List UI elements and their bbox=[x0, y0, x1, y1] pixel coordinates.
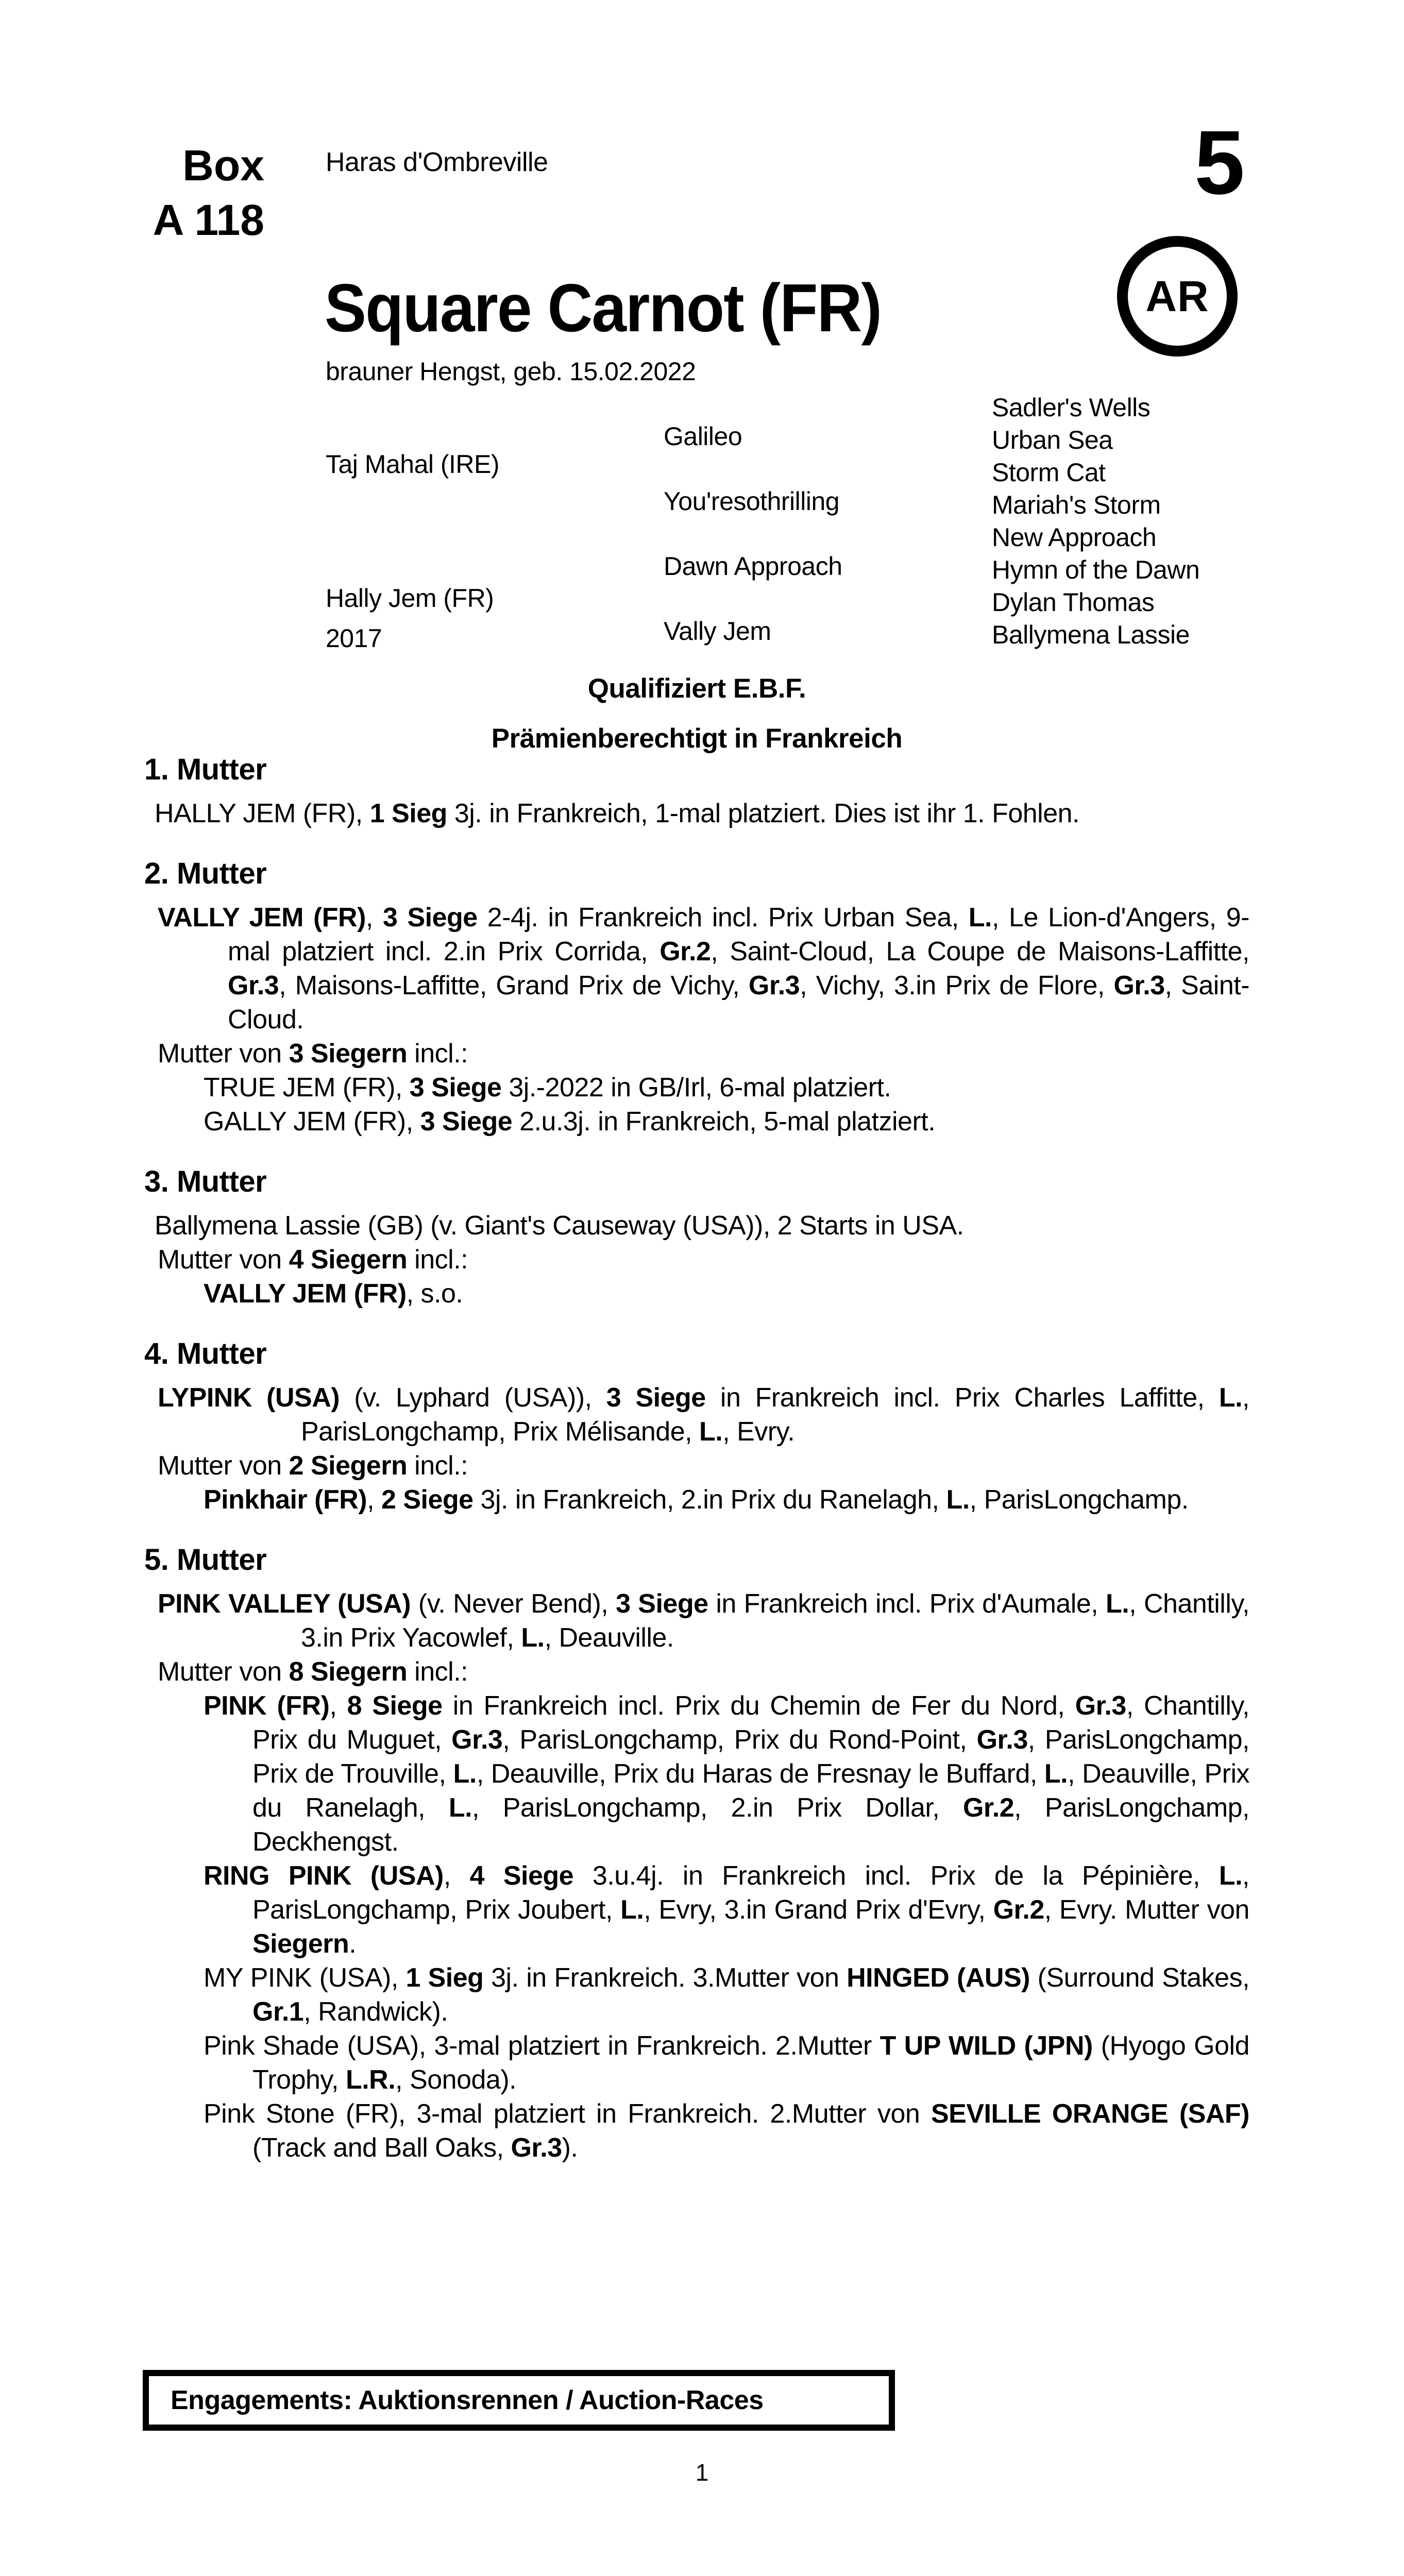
pedigree-paragraph: TRUE JEM (FR), 3 Siege 3j.-2022 in GB/Irl, 6-mal platziert. bbox=[204, 1073, 891, 1103]
section-heading: 2. Mutter bbox=[144, 857, 267, 890]
grandparents-column: Galileo You'resothrilling Dawn Approach Vally Jem bbox=[664, 422, 842, 646]
pedigree-paragraph: Pink Stone (FR), 3-mal platziert in Frankreich. 2.Mutter von SEVILLE ORANGE (SAF) (Track and Ball Oaks, Gr.3). bbox=[204, 2099, 1249, 2163]
mutter-section-2 bbox=[144, 857, 1249, 1139]
pedigree-paragraph: PINK (FR), 8 Siege in Frankreich incl. Prix du Chemin de Fer du Nord, Gr.3, Chantilly, Prix du Muguet, Gr.3, ParisLongchamp, Prix du Rond-Point, Gr.3, ParisLongchamp, Prix de Trouville, L., Deauville, Prix du Haras de Fresnay le Buffard, L., Deauville, Prix du Ranelagh, L., ParisLongchamp, 2.in Prix Dollar, Gr.2, ParisLongchamp, Deckhengst. bbox=[204, 1691, 1250, 1857]
section-heading: 5. Mutter bbox=[144, 1543, 267, 1577]
pedigree-paragraph: PINK VALLEY (USA) (v. Never Bend), 3 Siege in Frankreich incl. Prix d'Aumale, L., Chantilly, 3.in Prix Yacowlef, L., Deauville. bbox=[158, 1589, 1249, 1653]
pedigree-paragraph: GALLY JEM (FR), 3 Siege 2.u.3j. in Frankreich, 5-mal platziert. bbox=[204, 1107, 936, 1137]
pedigree-paragraph: Mutter von 3 Siegern incl.: bbox=[158, 1039, 468, 1069]
catalog-body bbox=[144, 753, 1249, 2165]
great-grandparents-column: Sadler's Wells Urban Sea Storm Cat Mariah's Storm New Approach Hymn of the Dawn Dylan Thomas Ballymena Lassie bbox=[992, 393, 1200, 649]
pedigree-paragraph: Mutter von 4 Siegern incl.: bbox=[158, 1245, 468, 1275]
lot-number: 5 bbox=[1194, 112, 1245, 213]
mutter-section-3 bbox=[144, 1165, 1249, 1311]
dam-name: Hally Jem (FR) 2017 bbox=[326, 584, 494, 653]
horse-birth-details: brauner Hengst, geb. 15.02.2022 bbox=[326, 357, 696, 386]
section-heading: 4. Mutter bbox=[144, 1337, 267, 1370]
pedigree-paragraph: Ballymena Lassie (GB) (v. Giant's Causeway (USA)), 2 Starts in USA. bbox=[155, 1211, 964, 1241]
pedigree-paragraph: RING PINK (USA), 4 Siege 3.u.4j. in Frankreich incl. Prix de la Pépinière, L., ParisLongchamp, Prix Joubert, L., Evry, 3.in Grand Prix d'Evry, Gr.2, Evry. Mutter von Siegern. bbox=[204, 1861, 1249, 1959]
ar-badge: AR bbox=[1117, 236, 1238, 357]
pedigree-paragraph: MY PINK (USA), 1 Sieg 3j. in Frankreich. 3.Mutter von HINGED (AUS) (Surround Stakes, Gr.1, Randwick). bbox=[204, 1963, 1250, 2027]
engagements-box bbox=[143, 2370, 895, 2431]
pedigree-paragraph: Pink Shade (USA), 3-mal platziert in Frankreich. 2.Mutter T UP WILD (JPN) (Hyogo Gold Trophy, L.R., Sonoda). bbox=[204, 2031, 1249, 2095]
pedigree-paragraph: VALLY JEM (FR), 3 Siege 2-4j. in Frankreich incl. Prix Urban Sea, L., Le Lion-d'Angers, 9-mal platziert incl. 2.in Prix Corrida, Gr.2, Saint-Cloud, La Coupe de Maisons-Laffitte, Gr.3, Maisons-Laffitte, Grand Prix de Vichy, Gr.3, Vichy, 3.in Prix de Flore, Gr.3, Saint-Cloud. bbox=[158, 903, 1250, 1035]
horse-name: Square Carnot (FR) bbox=[325, 270, 882, 346]
pedigree-paragraph: Pinkhair (FR), 2 Siege 3j. in Frankreich, 2.in Prix du Ranelagh, L., ParisLongchamp. bbox=[204, 1485, 1189, 1515]
qualification-lines: Qualifiziert E.B.F. Prämienberechtigt in Frankreich bbox=[491, 673, 903, 754]
mutter-section-4 bbox=[144, 1337, 1249, 1517]
consignor-name: Haras d'Ombreville bbox=[326, 147, 548, 177]
pedigree-paragraph: Mutter von 2 Siegern incl.: bbox=[158, 1451, 468, 1481]
engagements-label: Engagements: Auktionsrennen / Auction-Races bbox=[171, 2385, 764, 2415]
section-heading: 3. Mutter bbox=[144, 1165, 267, 1198]
sire-name: Taj Mahal (IRE) bbox=[326, 450, 500, 479]
pedigree-paragraph: LYPINK (USA) (v. Lyphard (USA)), 3 Siege in Frankreich incl. Prix Charles Laffitte, L., ParisLongchamp, Prix Mélisande, L., Evry. bbox=[158, 1383, 1249, 1447]
page-number: 1 bbox=[695, 2459, 709, 2486]
pedigree-paragraph: HALLY JEM (FR), 1 Sieg 3j. in Frankreich, 1-mal platziert. Dies ist ihr 1. Fohlen. bbox=[155, 799, 1080, 828]
mutter-section-1 bbox=[144, 753, 1249, 831]
box-label: Box A 118 bbox=[153, 141, 264, 244]
section-heading: 1. Mutter bbox=[144, 753, 267, 786]
pedigree-paragraph: Mutter von 8 Siegern incl.: bbox=[158, 1657, 468, 1687]
mutter-section-5 bbox=[144, 1544, 1249, 2165]
pedigree-paragraph: VALLY JEM (FR), s.o. bbox=[204, 1279, 463, 1309]
